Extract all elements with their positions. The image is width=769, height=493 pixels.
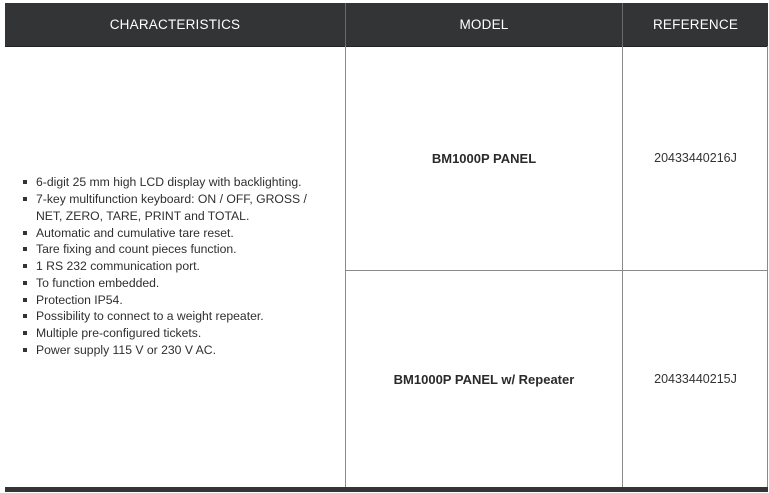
table-body <box>5 46 768 487</box>
list-item: Tare fixing and count pieces function. <box>22 241 326 258</box>
model-cell: BM1000P PANEL <box>431 150 537 166</box>
table-bottom-bar <box>5 487 768 492</box>
list-item: Possibility to connect to a weight repeater. <box>22 308 326 325</box>
list-item: Automatic and cumulative tare reset. <box>22 225 326 242</box>
list-item: To function embedded. <box>22 275 326 292</box>
table-header <box>5 3 768 47</box>
product-table <box>5 3 768 492</box>
reference-cell: 20433440215J <box>654 372 737 386</box>
list-item: Multiple pre-configured tickets. <box>22 325 326 342</box>
list-item: 7-key multifunction keyboard: ON / OFF, GROSS / NET, ZERO, TARE, PRINT and TOTAL. <box>22 191 326 225</box>
header-reference: REFERENCE <box>652 17 739 32</box>
list-item: 1 RS 232 communication port. <box>22 258 326 275</box>
list-item: Power supply 115 V or 230 V AC. <box>22 342 326 359</box>
list-item: Protection IP54. <box>22 292 326 309</box>
header-characteristics: CHARACTERISTICS <box>109 17 241 32</box>
model-cell: BM1000P PANEL w/ Repeater <box>393 371 575 387</box>
list-item: 6-digit 25 mm high LCD display with backlighting. <box>22 174 326 191</box>
header-model: MODEL <box>459 17 509 32</box>
feature-list <box>5 174 326 359</box>
reference-cell: 20433440216J <box>654 151 737 165</box>
characteristics-cell <box>5 46 345 487</box>
